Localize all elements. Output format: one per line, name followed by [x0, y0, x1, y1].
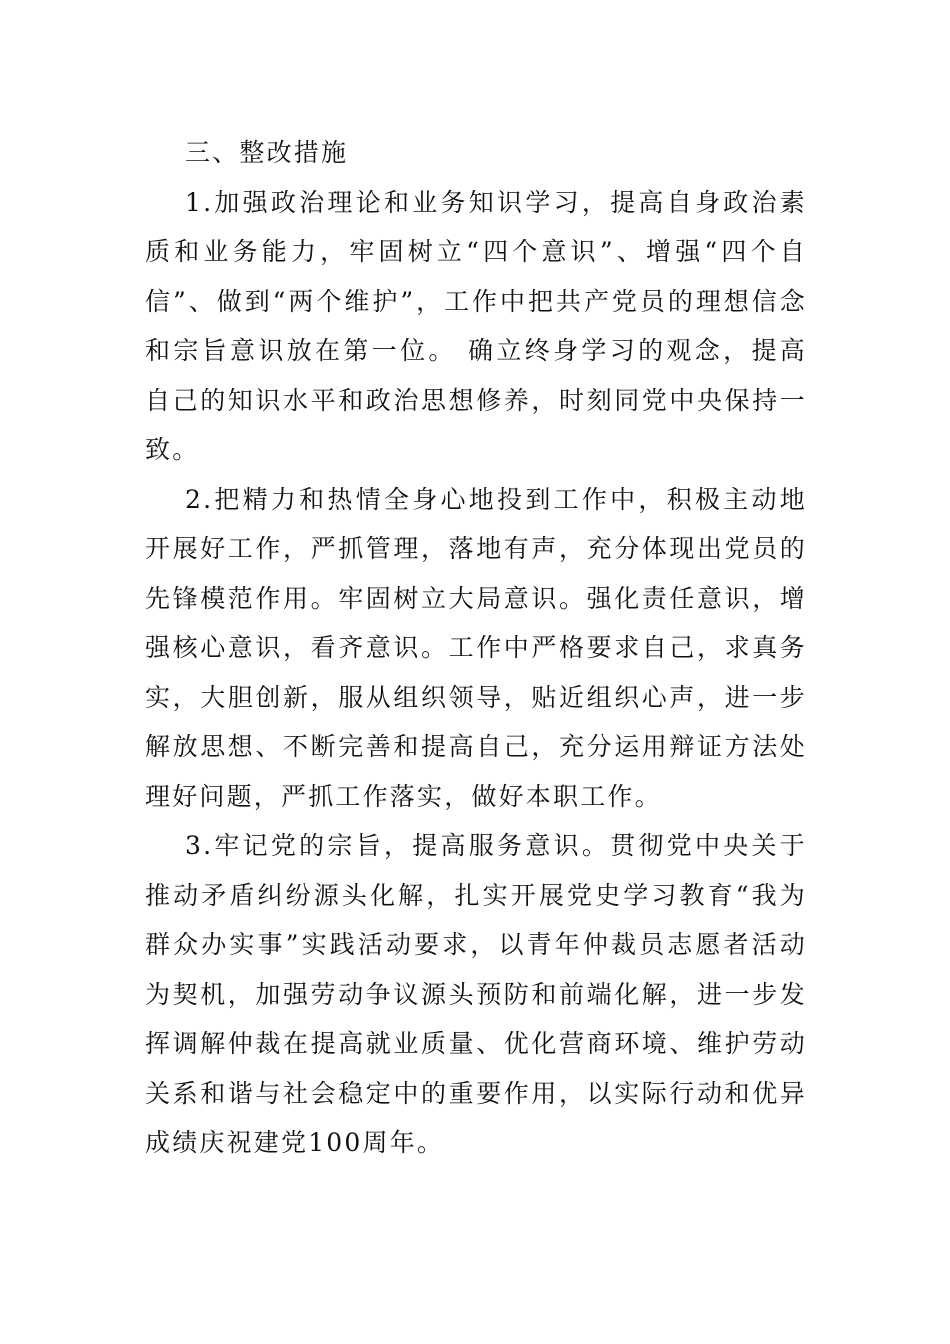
paragraph-2: 2.把精力和热情全身心地投到工作中，积极主动地开展好工作，严抓管理，落地有声，充分体现出党员的先锋模范作用。牢固树立大局意识。强化责任意识，增强核心意识，看齐意识。工作中严格要求自己，求真务实，大胆创新，服从组织领导，贴近组织心声，进一步解放思想、不断完善和提高自己，充分运用辩证方法处理好问题，严抓工作落实，做好本职工作。	[145, 484, 807, 811]
document-body	[145, 128, 807, 1168]
paragraph-1: 1.加强政治理论和业务知识学习，提高自身政治素质和业务能力，牢固树立“四个意识”、增强“四个自信”、做到“两个维护”，工作中把共产党员的理想信念和宗旨意识放在第一位。 确立终身学习的观念，提高自己的知识水平和政治思想修养，时刻同党中央保持一致。	[145, 187, 807, 464]
section-heading: 三、整改措施	[185, 138, 349, 167]
paragraph-3: 3.牢记党的宗旨，提高服务意识。贯彻党中央关于推动矛盾纠纷源头化解，扎实开展党史学习教育“我为群众办实事”实践活动要求，以青年仲裁员志愿者活动为契机，加强劳动争议源头预防和前端化解，进一步发挥调解仲裁在提高就业质量、优化营商环境、维护劳动关系和谐与社会稳定中的重要作用，以实际行动和优异成绩庆祝建党100周年。	[145, 831, 807, 1157]
